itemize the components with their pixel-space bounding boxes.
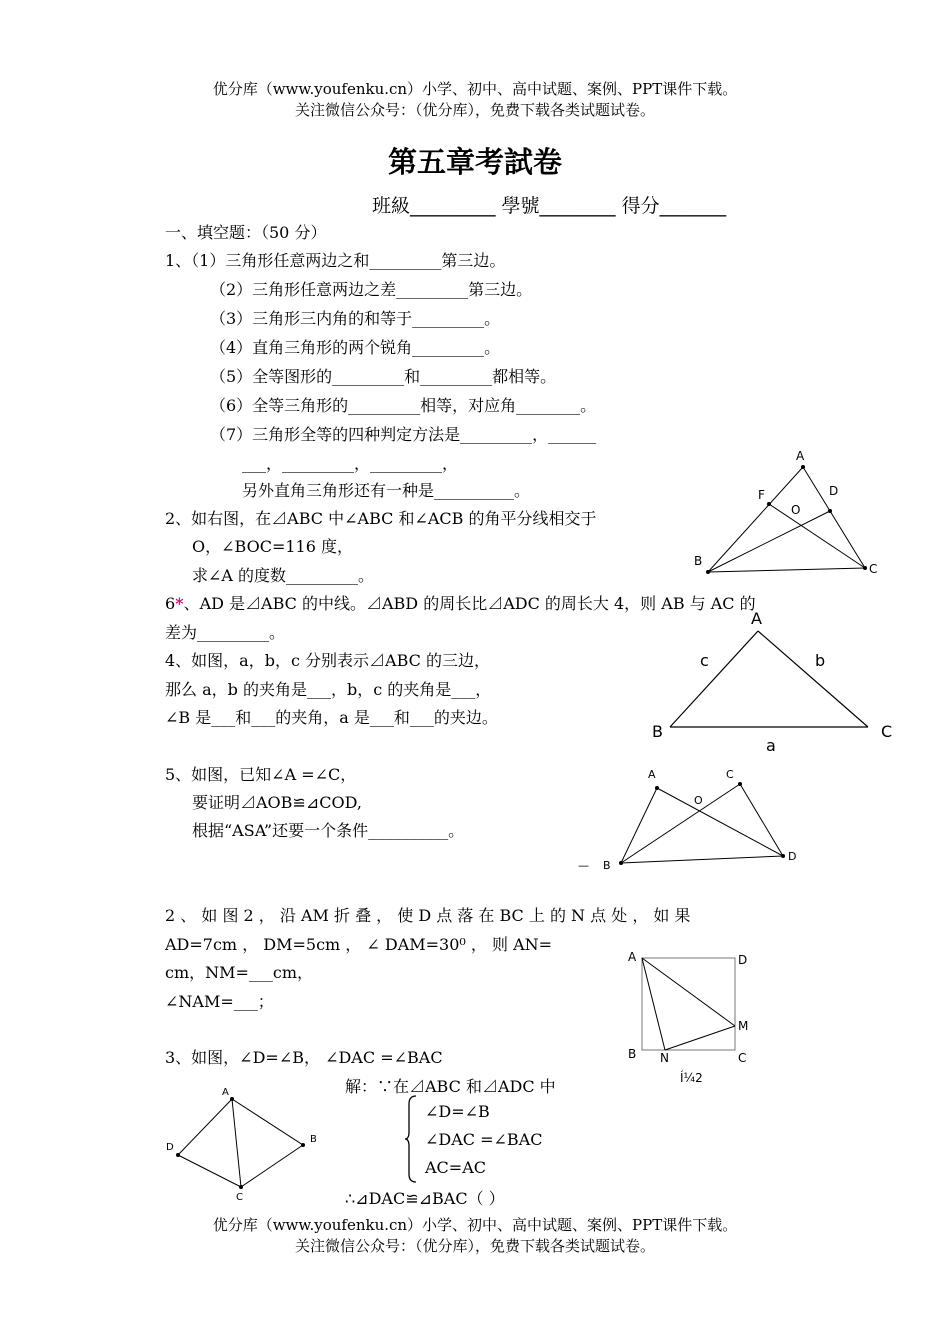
q1-line-3: （3）三角形三内角的和等于_________。 — [210, 309, 501, 328]
q1-line-4: （4）直角三角形的两个锐角_________。 — [210, 338, 501, 357]
fig2-label-a: a — [766, 736, 776, 755]
fig1-label-O: O — [791, 503, 801, 517]
fig2-label-C: C — [881, 722, 893, 741]
q4-line-2: 那么 a，b 的夹角是___，b，c 的夹角是___， — [165, 680, 492, 699]
fig5-label-D: D — [166, 1142, 174, 1153]
q3-solution: 解：∵在⊿ABC 和⊿ADC 中 — [345, 1077, 556, 1096]
fig4-label-N: N — [660, 1051, 669, 1065]
fig3-dash: — — [578, 859, 589, 872]
q4-line-1: 4、如图，a，b，c 分别表示⊿ABC 的三边， — [165, 651, 490, 670]
q3-condition-2: ∠DAC =∠BAC — [425, 1130, 543, 1149]
fig2-label-c: c — [700, 651, 709, 670]
page-title: 第五章考試卷 — [387, 145, 562, 179]
q2b-line-2: AD=7cm ， DM=5cm ， ∠ DAM=30⁰ ， 则 AN= — [165, 935, 553, 954]
q1-line-1: 1、（1）三角形任意两边之和_________第三边。 — [165, 251, 506, 270]
system-brace — [404, 1094, 418, 1184]
q3-line-1: 3、如图，∠D=∠B， ∠DAC =∠BAC — [165, 1048, 443, 1067]
fig3-label-C: C — [726, 768, 734, 781]
fig4-label-D: D — [738, 953, 748, 967]
q6-star-icon: * — [175, 594, 184, 613]
fig4-caption: Í¼2 — [680, 1071, 703, 1085]
fig3-label-B: B — [603, 859, 611, 872]
fig1-label-A: A — [796, 449, 805, 463]
fig1-label-F: F — [758, 488, 765, 502]
fig2-label-b: b — [815, 651, 826, 670]
q1-line-5: （5）全等图形的_________和_________都相等。 — [210, 367, 557, 386]
q1-line-7: （7）三角形全等的四种判定方法是_________，______ — [210, 425, 597, 444]
figure-triangle-abc — [640, 605, 900, 757]
q2-line-3: 求∠A 的度数_________。 — [192, 566, 375, 585]
q6-line-2: 差为_________。 — [165, 623, 286, 642]
fig1-label-C: C — [869, 562, 878, 576]
q2b-line-1: 2 、 如 图 2 ， 沿 AM 折 叠 ， 使 D 点 落 在 BC 上 的 N 点 处 ， 如 果 — [165, 906, 691, 925]
q1-line-2: （2）三角形任意两边之差_________第三边。 — [210, 280, 533, 299]
q2b-line-3: cm，NM=___cm， — [165, 963, 314, 982]
fig4-label-M: M — [738, 1019, 749, 1033]
figure-fold-rectangle — [625, 948, 755, 1088]
fig5-label-C: C — [236, 1192, 243, 1203]
q2-line-2: O，∠BOC=116 度， — [192, 537, 353, 556]
q3-conclusion: ∴⊿DAC≌⊿BAC（ ） — [345, 1189, 505, 1208]
q6-text: 、AD 是⊿ABC 的中线。⊿ABD 的周长比⊿ADC 的周长大 4，则 AB 与 AC 的 — [183, 594, 756, 613]
fig4-label-C: C — [738, 1051, 747, 1065]
q2b-line-4: ∠NAM=___； — [165, 992, 274, 1011]
footer-line-1: 优分库（www.youfenku.cn）小学、初中、高中试题、案例、PPT课件下载。 — [212, 1216, 738, 1234]
q6-number: 6 — [165, 594, 176, 613]
fig3-label-O: O — [694, 794, 703, 807]
fig4-label-A: A — [628, 950, 637, 964]
fig2-label-A: A — [751, 609, 762, 628]
q1-line-9: 另外直角三角形还有一种是__________。 — [242, 481, 531, 500]
fig1-label-D: D — [829, 484, 839, 498]
q3-condition-3: AC=AC — [425, 1158, 486, 1177]
student-info-line: 班級_________ 學號________ 得分_______ — [372, 195, 727, 217]
header-line-2: 关注微信公众号：（优分库），免费下载各类试题试卷。 — [294, 101, 655, 119]
fig3-label-A: A — [648, 768, 656, 781]
q4-line-3: ∠B 是___和___的夹角，a 是___和___的夹边。 — [165, 708, 498, 727]
header-line-1: 优分库（www.youfenku.cn）小学、初中、高中试题、案例、PPT课件下载。 — [212, 80, 738, 98]
q5-line-3: 根据“ASA”还要一个条件__________。 — [192, 821, 465, 840]
fig5-label-B: B — [310, 1134, 317, 1145]
q5-line-2: 要证明⊿AOB≌⊿COD, — [192, 793, 362, 812]
section-heading: 一、填空题：（50 分） — [165, 223, 327, 242]
fig1-label-B: B — [694, 554, 703, 568]
q1-line-6: （6）全等三角形的_________相等，对应角________。 — [210, 396, 597, 415]
figure-aob-cod — [575, 763, 805, 873]
figure-angle-bisector-triangle — [690, 445, 890, 580]
footer-line-2: 关注微信公众号：（优分库），免费下载各类试题试卷。 — [294, 1237, 655, 1255]
q1-line-8: ___，_________，_________， — [242, 454, 459, 473]
fig5-label-A: A — [222, 1087, 229, 1098]
fig2-label-B: B — [652, 722, 663, 741]
q5-line-1: 5、如图，已知∠A =∠C， — [165, 765, 357, 784]
figure-quadrilateral-abcd — [160, 1085, 325, 1205]
fig3-label-D: D — [788, 850, 797, 863]
q2-line-1: 2、如右图，在⊿ABC 中∠ABC 和∠ACB 的角平分线相交于 — [165, 509, 597, 528]
q3-condition-1: ∠D=∠B — [425, 1102, 490, 1121]
fig4-label-B: B — [628, 1047, 637, 1061]
